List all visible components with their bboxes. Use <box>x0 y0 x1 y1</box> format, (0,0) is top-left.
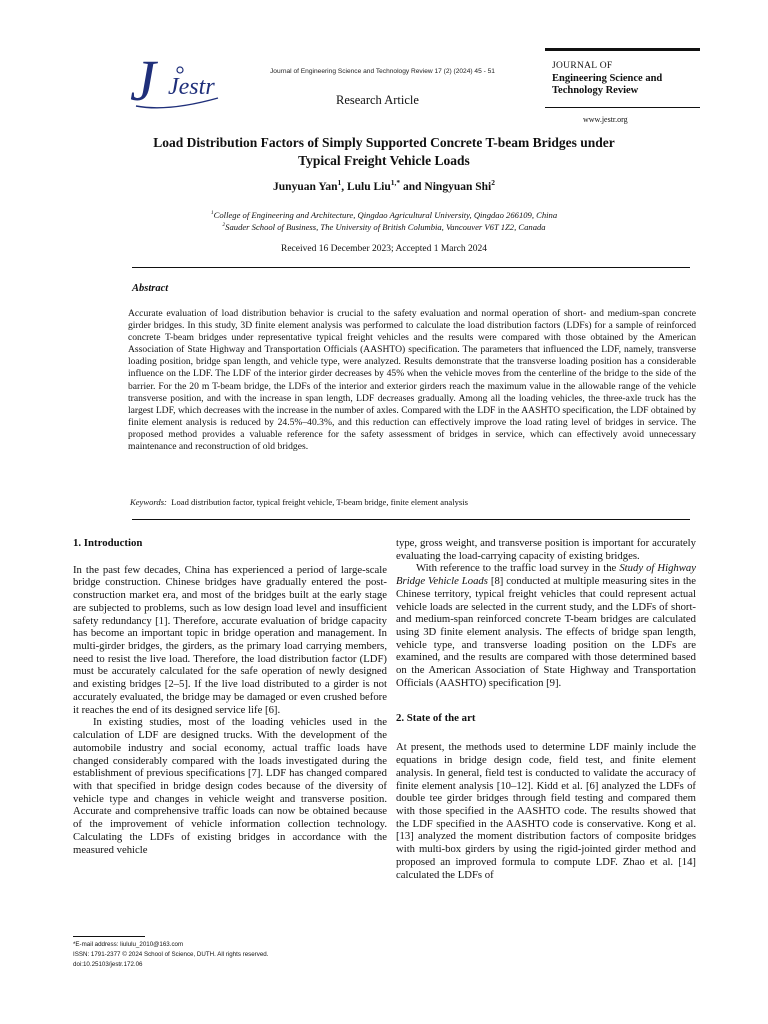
section-heading-state-of-art: 2. State of the art <box>396 711 476 724</box>
author-separator: , <box>341 181 347 193</box>
divider-top <box>132 267 690 268</box>
paragraph: At present, the methods used to determine LDF mainly include the equations in bridge design code, field test, and finite element analysis. In general, field test is conducted to validate the accuracy of finite element analysis [10–12]. Kidd et al. [6] analyzed the LDFs of double tee girder bridges through field testing and compared them with those specified in the AASHTO code. The results showed that the LDF specified in the AASHTO code is conservative. Kong et al. [13] analyzed the moment distribution factors of composite bridges with multi-box girders by using the rigid-jointed girder method and proposed an improved formula to compute LDF. Zhao et al. [14] calculated the LDFs of <box>396 741 696 881</box>
author-name: Junyuan Yan <box>273 181 338 193</box>
journal-url[interactable]: www.jestr.org <box>583 115 628 124</box>
body-left-column <box>73 537 387 856</box>
logo-text: Jestr <box>168 74 215 100</box>
journal-box-line3: Technology Review <box>552 84 639 96</box>
paper-title <box>96 134 672 170</box>
paragraph: type, gross weight, and transverse position is important for accurately evaluating the load-carrying capacity of existing bridges. <box>396 537 696 562</box>
paragraph: In the past few decades, China has experienced a period of large-scale bridge construction. Chinese bridges have gradually entered the post-construction market era, and most of the bridges built at the early stage are subjected to problems, such as low design load level and insufficient safety redundancy [1]. Therefore, accurate evaluation of bridge capacity has become an important topic in bridge operation and management. In multi-girder bridges, the girders, as the primary load carrying members, need to resist the live load. Therefore, the load distribution factor (LDF) must be accurately calculated for the safe operation of newly designed and existing bridges [2–5]. If the live load distributed to a girder is not accurately evaluated, the bridge may be damaged or even crushed before it reaches the end of its designed service life [6]. <box>73 563 387 716</box>
paper-title-line1: Load Distribution Factors of Simply Supported Concrete T-beam Bridges under <box>153 135 615 150</box>
paragraph: In existing studies, most of the loading vehicles used in the calculation of LDF are designed trucks. With the development of the automobile industry and social economy, actual traffic loads have changed considerably compared with the loads investigated during the establishment of previous specifications [7]. LDF has changed compared with that specified in bridge design codes because of the diversity of vehicle type and changes in vehicle weight and transverse position. Accurate and comprehensive traffic loads can now be obtained because of the improvement of vehicle information collection technology. Calculating the LDFs of existing bridges in accordance with the measured vehicle <box>73 716 387 856</box>
keywords-label: Keywords: <box>130 497 167 507</box>
section-heading-introduction: 1. Introduction <box>73 537 143 549</box>
author-name: Ningyuan Shi <box>424 181 492 193</box>
paragraph: With reference to the traffic load survey in the Study of Highway Bridge Vehicle Loads [8] conducted at multiple measuring sites in the Chinese territory, typical freight vehicles that could represent actual vehicle loads are selected in the current study, and the LDFs of short- and medium-span reinforced concrete T-beam bridges are calculated using 3D finite element analysis. The effects of bridge span length, vehicle type, and transverse loading position on the LDFs are examined, and the results are compared with those determined based on the American Association of State Highway and Transportation Officials (AASHTO) specification [9]. <box>396 562 697 689</box>
affiliation-2: $^2$Sauder School of Business, The University of British Columbia, Vancouver V6T 1Z2, Canada <box>222 221 546 232</box>
footnote <box>73 940 268 971</box>
journal-box-line1: JOURNAL OF <box>552 61 613 71</box>
article-type: Research Article <box>336 93 419 107</box>
affiliation-1: $^1$College of Engineering and Architecture, Qingdao Agricultural University, Qingdao 266109, China <box>210 210 558 220</box>
journal-box-bottom-rule <box>545 107 700 108</box>
cited-report-title: Study of Highway Bridge Vehicle Loads <box>396 562 696 588</box>
footnote-email: *E-mail address: liululu_2010@163.com <box>73 941 184 948</box>
journal-box <box>552 61 697 96</box>
journal-box-top-rule <box>545 48 700 51</box>
author-separator: and <box>400 181 425 193</box>
author-affiliation-mark: 1,* <box>390 178 401 188</box>
journal-citation: Journal of Engineering Science and Technology Review 17 (2) (2024) 45 - 51 <box>270 68 495 75</box>
footnote-doi: doi:10.25103/jestr.172.06 <box>73 961 143 969</box>
abstract-heading: Abstract <box>132 283 169 294</box>
body-right-column <box>396 537 696 881</box>
received-dates: Received 16 December 2023; Accepted 1 March 2024 <box>280 244 488 254</box>
journal-logo <box>128 48 228 114</box>
journal-box-line2: Engineering Science and <box>552 72 663 84</box>
keywords <box>130 497 468 507</box>
author-affiliation-mark: 2 <box>491 178 495 188</box>
keywords-list: Load distribution factor, typical freight vehicle, T-beam bridge, finite element analysis <box>171 497 468 507</box>
author-affiliation-mark: 1 <box>337 178 342 188</box>
affiliations <box>96 210 672 233</box>
divider-bottom <box>132 519 690 520</box>
footnote-rule <box>73 936 145 937</box>
logo-j-glyph: J <box>130 48 156 113</box>
abstract-text: Accurate evaluation of load distribution behavior is crucial to the safety evaluation and normal operation of short- and medium-span concrete girder bridges. In this study, 3D finite element analysis was performed to calculate the load distribution factors (LDFs) for a sample of reinforced concrete T-beam bridges under representative typical freight vehicles and the results were compared with those obtained by the American Association of State Highway and Transportation Officials (AASHTO) specification. The parameters that influenced the LDF, namely, transverse loading position, bridge span length, and vehicle type, were analyzed. Results demonstrate that the transverse loading position has a considerable influence on the LDF. The LDF of the interior girder decreases by 45% when the vehicle moves from the centerline of the bridge to the side of the barrier. For the 20 m T-beam bridge, the LDFs of the interior and exterior girders reach the maximum value in the allowable range of the vehicle transverse position, and with the increase in span length, LDF decreases gradually. Among all the loading vehicles, the three-axle truck has the largest LDF, which decreases with the increase in the number of axles. Compared with the LDF in the AASHTO specification, the LDF obtained by finite element analysis is reduced by 24.5%–40.3%, and this reduction can effectively improve the load rating level of bridges in service. The proposed method provides a valuable reference for the safety assessment of bridges in service, which can effectively avoid unnecessary maintenance and reconstruction of old bridges. <box>128 308 696 453</box>
footnote-issn: ISSN: 1791-2377 © 2024 School of Science, DUTH. All rights reserved. <box>73 951 269 959</box>
paper-title-line2: Typical Freight Vehicle Loads <box>298 153 470 168</box>
author-list <box>96 178 672 193</box>
author-name: Lulu Liu <box>346 181 391 193</box>
